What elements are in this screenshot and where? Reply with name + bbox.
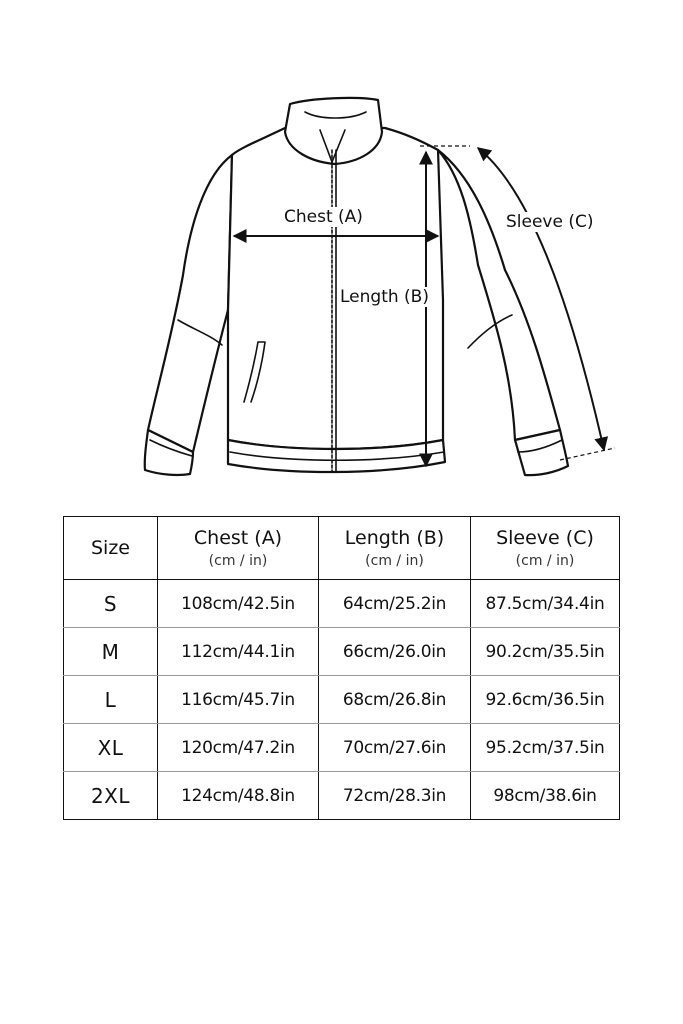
table-row (64, 772, 620, 820)
sleeve-cell: 87.5cm/34.4in (471, 580, 620, 628)
header-chest: Chest (A) (cm / in) (158, 517, 319, 580)
length-cell: 70cm/27.6in (319, 724, 471, 772)
chest-cell: 120cm/47.2in (158, 724, 319, 772)
table-row (64, 724, 620, 772)
jacket-diagram (0, 0, 683, 500)
length-cell: 68cm/26.8in (319, 676, 471, 724)
chest-label: Chest (A) (284, 207, 363, 227)
chest-cell: 108cm/42.5in (158, 580, 319, 628)
chest-cell: 112cm/44.1in (158, 628, 319, 676)
size-cell: 2XL (64, 772, 158, 820)
length-label: Length (B) (340, 287, 429, 307)
sleeve-cell: 98cm/38.6in (471, 772, 620, 820)
length-cell: 64cm/25.2in (319, 580, 471, 628)
right-sleeve (438, 150, 560, 440)
chest-cell: 116cm/45.7in (158, 676, 319, 724)
size-cell: L (64, 676, 158, 724)
jacket-illustration (0, 0, 683, 500)
table-row (64, 580, 620, 628)
sleeve-cell: 92.6cm/36.5in (471, 676, 620, 724)
header-length: Length (B) (cm / in) (319, 517, 471, 580)
length-cell: 72cm/28.3in (319, 772, 471, 820)
table-row (64, 676, 620, 724)
length-cell: 66cm/26.0in (319, 628, 471, 676)
size-chart-table (63, 516, 620, 820)
sleeve-cell: 90.2cm/35.5in (471, 628, 620, 676)
header-size: Size (64, 517, 158, 580)
sleeve-cell: 95.2cm/37.5in (471, 724, 620, 772)
size-cell: XL (64, 724, 158, 772)
chest-cell: 124cm/48.8in (158, 772, 319, 820)
size-cell: S (64, 580, 158, 628)
table-header-row (64, 517, 620, 580)
table-row (64, 628, 620, 676)
header-sleeve: Sleeve (C) (cm / in) (471, 517, 620, 580)
size-cell: M (64, 628, 158, 676)
sleeve-label: Sleeve (C) (506, 212, 594, 232)
left-sleeve (148, 155, 232, 452)
